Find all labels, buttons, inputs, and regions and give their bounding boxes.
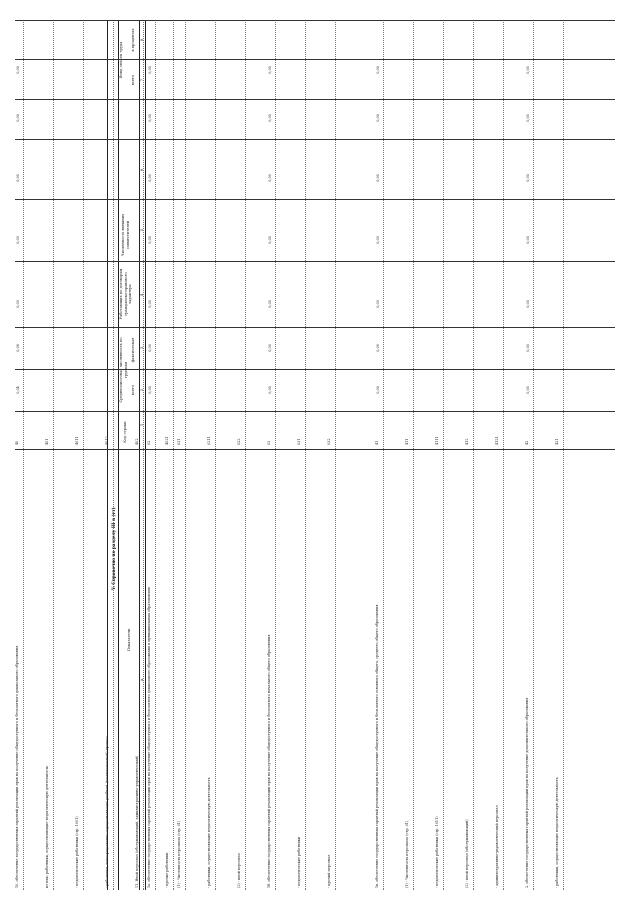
row-label: - административно-управленческий персонал bbox=[495, 805, 499, 888]
table-row bbox=[297, 20, 306, 890]
row-label: - педагогические работники (стр. 1011) bbox=[435, 816, 439, 888]
row-code: 4012 bbox=[105, 436, 109, 445]
grid-line bbox=[15, 139, 615, 140]
row-label: 1б. обеспечение государственных гарантий реализации прав на получение общедоступного и бесплатного начального общего образования bbox=[267, 634, 271, 888]
row-label: - педагогические работники bbox=[297, 836, 301, 888]
table-row bbox=[207, 20, 216, 890]
table-row bbox=[375, 20, 384, 890]
cell-value: 0,00 bbox=[526, 386, 530, 394]
cell-value: 0,00 bbox=[268, 66, 272, 74]
cell-value: 0,00 bbox=[16, 236, 20, 244]
rotated-table bbox=[15, 20, 627, 890]
grid-line bbox=[15, 59, 615, 60]
cell-value: 0,00 bbox=[526, 66, 530, 74]
cell-value: 0,00 bbox=[16, 114, 20, 122]
row-code: 021 bbox=[177, 438, 181, 445]
cell-value: 0,06 bbox=[16, 344, 20, 352]
cell-value: 0,00 bbox=[268, 236, 272, 244]
row-label: 1а. обеспечение государственных гарантий реализации прав на получение общедоступного и бесплатного дошкольного образования в муниципальных образованиях bbox=[147, 587, 151, 888]
row-code: 03 bbox=[267, 440, 271, 445]
table-row bbox=[405, 20, 414, 890]
row-code: 411 bbox=[405, 438, 409, 445]
grid-line bbox=[15, 99, 615, 100]
row-label: (1) - Численность персонала (стр. 01) bbox=[177, 820, 181, 888]
row-label: (1) - Численность персонала (стр. 01) bbox=[405, 820, 409, 888]
cell-value: 0,00 bbox=[16, 174, 20, 182]
row-code: 0211 bbox=[207, 436, 211, 445]
row-label: из них: работники, осуществляющие педагогическую деятельность bbox=[45, 765, 49, 888]
table-block-mid bbox=[147, 20, 367, 890]
header-avg-all: всего bbox=[131, 384, 135, 396]
divider bbox=[107, 20, 108, 890]
cell-value: 0,00 bbox=[376, 66, 380, 74]
column-index: 6 bbox=[140, 168, 144, 172]
row-code: 4011 bbox=[75, 436, 79, 445]
column-index: 5 bbox=[140, 228, 144, 232]
column-index: 4 bbox=[140, 293, 144, 297]
header-payroll-all: всего bbox=[131, 74, 135, 86]
row-code: 40 bbox=[15, 440, 19, 445]
table-row bbox=[75, 20, 84, 890]
cell-value: 0,00 bbox=[148, 66, 152, 74]
header-indicator: Показатели bbox=[127, 628, 131, 652]
table-row bbox=[45, 20, 54, 890]
row-label: - работники, осуществляющие педагогическую деятельность bbox=[555, 777, 559, 888]
column-index: 3 bbox=[140, 346, 144, 350]
cell-value: 0,00 bbox=[526, 174, 530, 182]
table-row bbox=[267, 20, 276, 890]
table-row bbox=[435, 20, 444, 890]
table-row bbox=[177, 20, 186, 890]
grid-line bbox=[15, 369, 615, 370]
row-code: 4121 bbox=[495, 436, 499, 445]
cell-value: 0,00 bbox=[148, 174, 152, 182]
table-row bbox=[327, 20, 336, 890]
row-label: (2) - иной персонал bbox=[237, 853, 241, 888]
cell-value: 0,00 bbox=[268, 114, 272, 122]
column-index: 7 bbox=[140, 78, 144, 82]
column-index: 8 bbox=[140, 38, 144, 42]
grid-line bbox=[15, 261, 615, 262]
cell-value: 0,00 bbox=[526, 344, 530, 352]
section-title: V. Справочно по разделу III в (тт) bbox=[111, 507, 116, 590]
cell-value: 0,00 bbox=[526, 236, 530, 244]
header-group-avg: Среднесписочная численность по группам bbox=[119, 337, 128, 403]
cell-value: 0,00 bbox=[526, 300, 530, 308]
divider bbox=[139, 20, 140, 890]
column-index: А bbox=[140, 678, 144, 682]
cell-value: 0,00 bbox=[376, 344, 380, 352]
table-block-bottom bbox=[375, 20, 615, 890]
row-code: 42 bbox=[525, 440, 529, 445]
cell-value: 0,00 bbox=[16, 300, 20, 308]
column-index: 1 bbox=[140, 423, 144, 427]
cell-value: 0,00 bbox=[268, 174, 272, 182]
cell-value: 0,00 bbox=[376, 300, 380, 308]
header-ext-part: Численность внешних совместителей bbox=[121, 213, 130, 257]
row-label: 10. обеспечение государственных гарантий реализации прав на получение общедоступного и бесплатного дошкольного образования bbox=[15, 645, 19, 888]
grid-line bbox=[15, 20, 615, 21]
row-code: 401 bbox=[45, 438, 49, 445]
cell-value: 0,00 bbox=[526, 114, 530, 122]
row-label: - работники, осуществляющие педагогическую деятельность bbox=[207, 777, 211, 888]
cell-value: 0,00 bbox=[16, 66, 20, 74]
row-code: 412 bbox=[465, 438, 469, 445]
table-row bbox=[555, 20, 564, 890]
row-label: - работники, непосредственно осуществляющие учебный (воспитательный) процесс bbox=[105, 735, 109, 888]
cell-value: 0,00 bbox=[268, 344, 272, 352]
grid-line bbox=[15, 199, 615, 200]
row-label: - педагогические работники (стр. 1001) bbox=[75, 816, 79, 888]
table-row bbox=[15, 20, 24, 890]
row-code: 4021 bbox=[165, 436, 169, 445]
row-label: 1в. обеспечение государственных гарантий реализации прав на получение общедоступного и бесплатного основного общего, среднего общего образования bbox=[375, 604, 379, 888]
row-code: 022 bbox=[237, 438, 241, 445]
header-contract: Работающих по договорам гражданско-правового характера bbox=[119, 268, 132, 320]
cell-value: 0,00 bbox=[376, 174, 380, 182]
row-label: 11. Иной персонал (обслуживающий, административно-управленческий) bbox=[135, 755, 139, 888]
table-row bbox=[465, 20, 474, 890]
header-row-code: Код строки bbox=[123, 421, 127, 443]
grid-line bbox=[15, 411, 615, 412]
cell-value: 0,00 bbox=[148, 344, 152, 352]
cell-value: 0,00 bbox=[268, 386, 272, 394]
cell-value: 0,00 bbox=[148, 386, 152, 394]
row-label: - прочий персонал bbox=[327, 854, 331, 888]
row-code: 4111 bbox=[435, 436, 439, 445]
divider bbox=[145, 20, 146, 890]
cell-value: 0,00 bbox=[148, 300, 152, 308]
cell-value: 0,00 bbox=[268, 300, 272, 308]
cell-value: 0,00 bbox=[148, 236, 152, 244]
divider bbox=[118, 20, 119, 890]
table-row bbox=[237, 20, 246, 890]
cell-value: 0,00 bbox=[148, 114, 152, 122]
grid-line bbox=[15, 327, 615, 328]
header-payroll: Фонд оплаты труда bbox=[119, 41, 123, 79]
cell-value: 0,00 bbox=[376, 386, 380, 394]
row-label: - прочие работники bbox=[165, 852, 169, 888]
row-code: 02 bbox=[147, 440, 151, 445]
header-payroll-pct: в процентах bbox=[131, 28, 135, 52]
table-row bbox=[147, 20, 156, 890]
cell-value: 0,00 bbox=[376, 236, 380, 244]
table-row bbox=[495, 20, 504, 890]
cell-value: 0,00 bbox=[376, 114, 380, 122]
row-code: 421 bbox=[555, 438, 559, 445]
row-code: 031 bbox=[297, 438, 301, 445]
header-avg-incl: фактическая bbox=[131, 337, 135, 363]
cell-value: 0,04 bbox=[16, 386, 20, 394]
row-code: 41 bbox=[375, 440, 379, 445]
row-label: (2) - иной персонал (обслуживающий) bbox=[465, 819, 469, 888]
row-label: 2. обеспечение государственных гарантий реализации прав на получение дополнительного образования bbox=[525, 697, 529, 888]
grid-line bbox=[15, 449, 615, 450]
row-code: 032 bbox=[327, 438, 331, 445]
column-index: 2 bbox=[140, 388, 144, 392]
table-row bbox=[525, 20, 534, 890]
row-code: 402 bbox=[135, 438, 139, 445]
